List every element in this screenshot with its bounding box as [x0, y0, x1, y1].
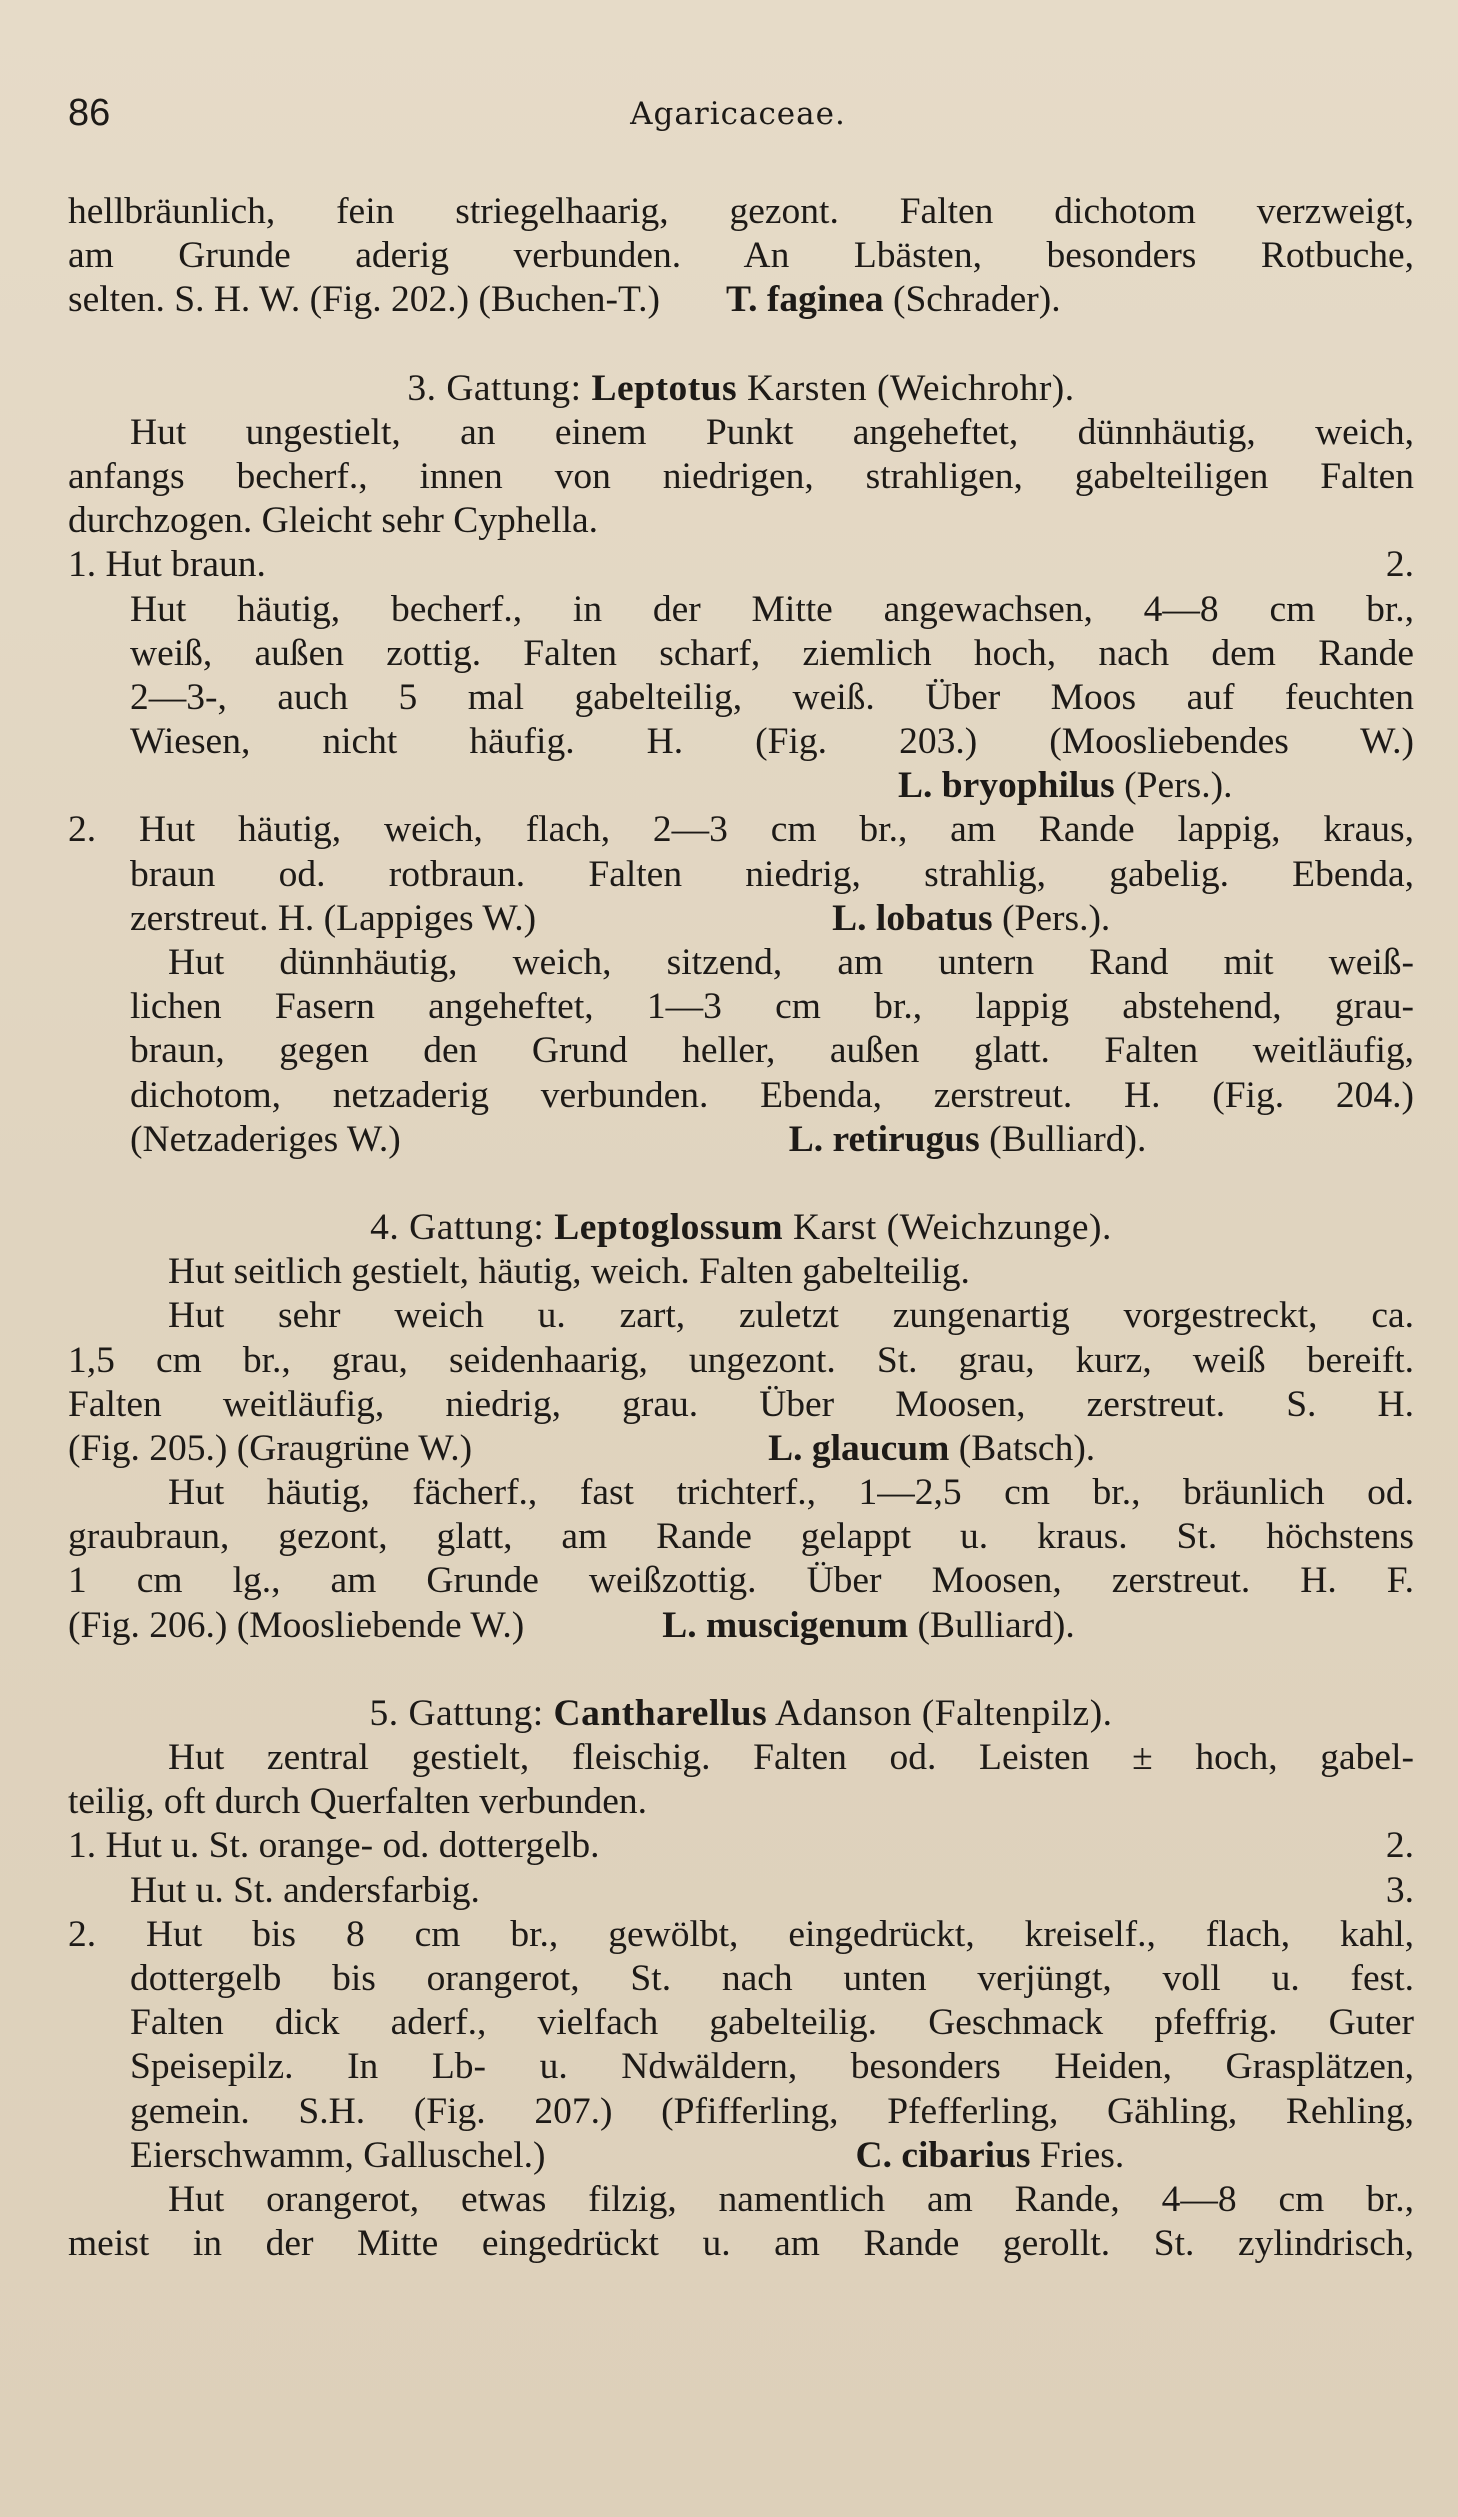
- species-line: [68, 1604, 1414, 1648]
- genus-name: Leptoglossum: [554, 1206, 784, 1248]
- key-text: 1. Hut braun.: [68, 544, 266, 586]
- genus-number: 3. Gattung:: [407, 367, 582, 409]
- text-line: Hut ungestielt, an einem Punkt angeheftet, dünnhäutig, weich,: [130, 411, 1414, 453]
- section-gap: [68, 1648, 1414, 1692]
- key-ref: 2.: [1385, 544, 1414, 586]
- genus-author: Adanson (Faltenpilz).: [775, 1692, 1113, 1734]
- text-line: Falten weitläufig, niedrig, grau. Über Moosen, zerstreut. S. H.: [68, 1383, 1414, 1425]
- key-line: [68, 1824, 1414, 1868]
- species-author: (Batsch).: [958, 1427, 1096, 1469]
- species-line: [68, 278, 1414, 322]
- text-line: Hut sehr weich u. zart, zuletzt zungenartig vorgestreckt, ca.: [168, 1295, 1414, 1337]
- species-author: (Pers.).: [1124, 765, 1233, 807]
- genus-name: Cantharellus: [553, 1692, 768, 1734]
- key-text: 1. Hut u. St. orange- od. dottergelb.: [68, 1825, 600, 1867]
- key-line: [68, 1869, 1414, 1913]
- genus-heading: [68, 367, 1414, 411]
- text-line: meist in der Mitte eingedrückt u. am Rande gerollt. St. zylindrisch,: [68, 2223, 1414, 2265]
- text-line: Hut orangerot, etwas filzig, namentlich am Rande, 4—8 cm br.,: [168, 2178, 1414, 2220]
- species-line: [68, 2134, 1414, 2178]
- text-line: am Grunde aderig verbunden. An Lbästen, besonders Rotbuche,: [68, 235, 1414, 277]
- text-line: 2—3-, auch 5 mal gabelteilig, weiß. Über Moos auf feuchten: [130, 676, 1414, 718]
- species-name: L. retirugus: [788, 1118, 980, 1160]
- species-author: Fries.: [1039, 2134, 1125, 2176]
- text-line: Hut dünnhäutig, weich, sitzend, am untern Rand mit weiß-: [168, 942, 1414, 983]
- key-ref: 2.: [1385, 1825, 1414, 1867]
- text-line: lichen Fasern angeheftet, 1—3 cm br., lappig abstehend, grau-: [130, 986, 1414, 1028]
- section-gap: [68, 1162, 1414, 1206]
- text-line: 1 cm lg., am Grunde weißzottig. Über Moosen, zerstreut. H. F.: [68, 1560, 1414, 1602]
- species-name: L. lobatus: [832, 897, 993, 939]
- text-line: Hut zentral gestielt, fleischig. Falten od. Leisten ± hoch, gabel-: [168, 1737, 1414, 1778]
- text-line: Hut häutig, fächerf., fast trichterf., 1—2,5 cm br., bräunlich od.: [168, 1472, 1414, 1514]
- key-line: [68, 543, 1414, 587]
- species-line: [68, 1118, 1414, 1162]
- text-fragment: (Fig. 206.) (Moosliebende W.): [68, 1604, 525, 1646]
- species-author: (Schrader).: [892, 279, 1061, 321]
- species-name: L. muscigenum: [662, 1604, 909, 1646]
- species-name: T. faginea: [725, 279, 884, 321]
- species-author: (Bulliard).: [989, 1118, 1147, 1160]
- species-line: [68, 764, 1414, 808]
- species-name: L. glaucum: [768, 1427, 950, 1469]
- key-text: Hut u. St. andersfarbig.: [130, 1869, 480, 1911]
- species-name: L. bryophilus: [898, 765, 1115, 807]
- text-line: braun, gegen den Grund heller, außen glatt. Falten weitläufig,: [130, 1030, 1414, 1072]
- text-line: 2. Hut häutig, weich, flach, 2—3 cm br., am Rande lappig, kraus,: [68, 809, 1414, 851]
- text-line: graubraun, gezont, glatt, am Rande gelappt u. kraus. St. höchstens: [68, 1516, 1414, 1558]
- text-line: Hut häutig, becherf., in der Mitte angewachsen, 4—8 cm br.,: [130, 588, 1414, 630]
- genus-name: Leptotus: [591, 367, 738, 409]
- page-header: [68, 88, 1408, 138]
- key-ref: 3.: [1385, 1869, 1414, 1911]
- species-line: [68, 897, 1414, 941]
- genus-number: 5. Gattung:: [369, 1692, 544, 1734]
- text-line: 2. Hut bis 8 cm br., gewölbt, eingedrückt, kreiself., flach, kahl,: [68, 1913, 1414, 1955]
- text-line: teilig, oft durch Querfalten verbunden.: [68, 1781, 647, 1823]
- running-head: Agaricaceae.: [630, 96, 846, 132]
- text-line: dottergelb bis orangerot, St. nach unten verjüngt, voll u. fest.: [130, 1957, 1414, 1999]
- text-line: hellbräunlich, fein striegelhaarig, gezont. Falten dichotom verzweigt,: [68, 191, 1414, 232]
- text-line: braun od. rotbraun. Falten niedrig, strahlig, gabelig. Ebenda,: [130, 853, 1414, 895]
- text-line: Wiesen, nicht häufig. H. (Fig. 203.) (Moosliebendes W.): [130, 721, 1414, 763]
- text-line: Speisepilz. In Lb- u. Ndwäldern, besonders Heiden, Grasplätzen,: [130, 2046, 1414, 2088]
- species-author: (Bulliard).: [917, 1604, 1075, 1646]
- text-line: weiß, außen zottig. Falten scharf, ziemlich hoch, nach dem Rande: [130, 632, 1414, 674]
- species-name: C. cibarius: [855, 2134, 1031, 2176]
- page-body: [68, 190, 1414, 2266]
- genus-author: Karsten (Weichrohr).: [747, 367, 1075, 409]
- species-author: (Pers.).: [1002, 897, 1111, 939]
- text-line: durchzogen. Gleicht sehr Cyphella.: [68, 500, 599, 542]
- text-line: 1,5 cm br., grau, seidenhaarig, ungezont. St. grau, kurz, weiß bereift.: [68, 1339, 1414, 1381]
- text-fragment: zerstreut. H. (Lappiges W.): [130, 897, 537, 939]
- genus-number: 4. Gattung:: [370, 1206, 545, 1248]
- text-fragment: (Fig. 205.) (Graugrüne W.): [68, 1427, 473, 1469]
- text-line: anfangs becherf., innen von niedrigen, strahligen, gabelteiligen Falten: [68, 455, 1414, 497]
- species-line: [68, 1427, 1414, 1471]
- page-number: 86: [68, 92, 111, 134]
- text-line: Hut seitlich gestielt, häutig, weich. Falten gabelteilig.: [168, 1251, 970, 1293]
- genus-heading: [68, 1692, 1414, 1736]
- text-fragment: (Netzaderiges W.): [130, 1118, 401, 1160]
- text-fragment: selten. S. H. W. (Fig. 202.) (Buchen-T.): [68, 279, 660, 321]
- genus-author: Karst (Weichzunge).: [793, 1206, 1112, 1248]
- text-line: dichotom, netzaderig verbunden. Ebenda, zerstreut. H. (Fig. 204.): [130, 1074, 1414, 1116]
- text-line: gemein. S.H. (Fig. 207.) (Pfifferling, Pfefferling, Gähling, Rehling,: [130, 2090, 1414, 2132]
- text-line: Falten dick aderf., vielfach gabelteilig. Geschmack pfeffrig. Guter: [130, 2002, 1414, 2044]
- genus-heading: [68, 1206, 1414, 1250]
- text-fragment: Eierschwamm, Galluschel.): [130, 2134, 546, 2176]
- section-gap: [68, 323, 1414, 367]
